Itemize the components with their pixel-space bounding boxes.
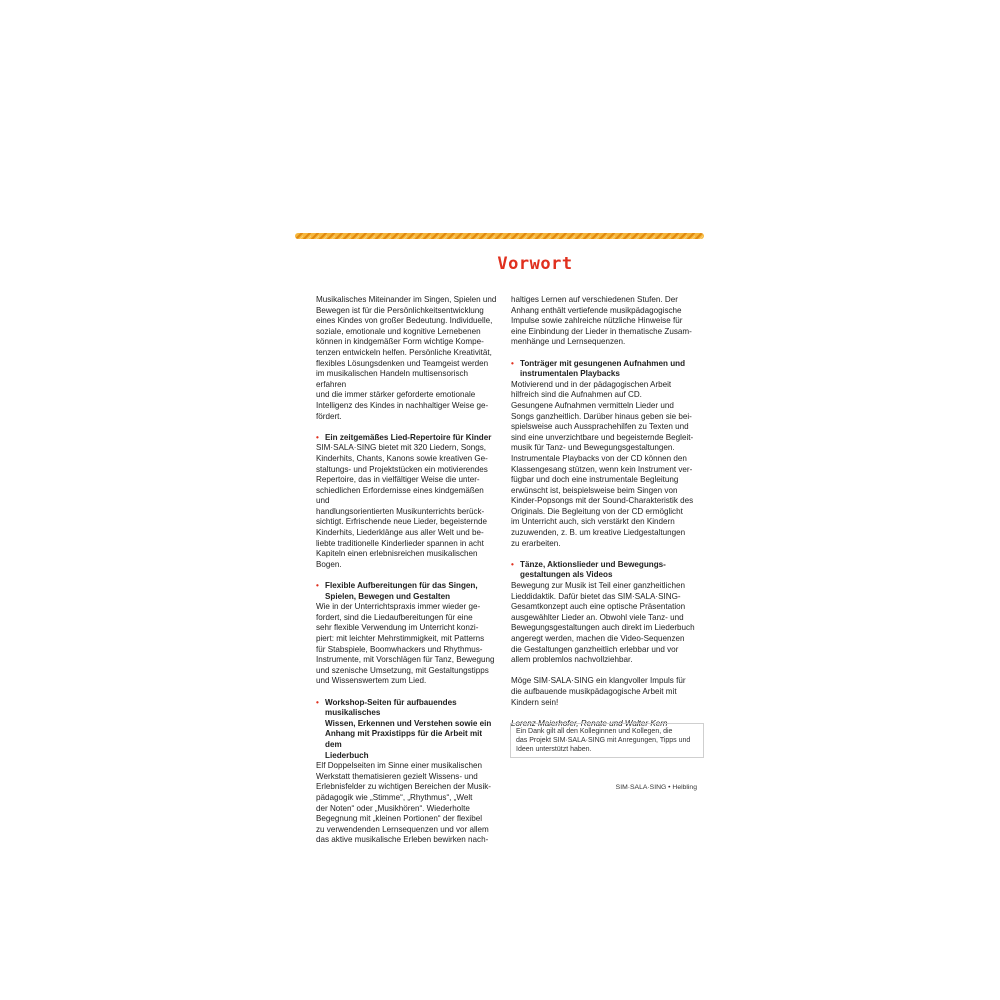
bullet-icon: • xyxy=(511,358,514,368)
bullet-icon: • xyxy=(316,697,319,707)
left-column xyxy=(316,295,498,846)
section-repertoire: • Ein zeitgemäßes Lied-Repertoire für Kinder SIM·SALA·SING bietet mit 320 Liedern, Songs, Kinderhits, Chants, Kanons sowie kreativen Ge- staltungs- und Projektstücken ein motivierendes Repertoire, das in vielfältiger Weise die unter- schiedlichen Erfordernisse eines kindgemäßen und handlungsorientierten Musikunterrichts berück- sichtigt. Erfrischende neue Lieder, begeisternde Kinderhits, Liederklänge aus aller Welt und be- liebte traditionelle Kinderlieder spannen in acht Kapiteln einen erlebnisreichen musikalischen Bogen. xyxy=(316,432,492,569)
section-workshop: • Workshop-Seiten für aufbauendes musikalisches Wissen, Erkennen und Verstehen sowie ein Anhang mit Praxistipps für die Arbeit mit dem Liederbuch Elf Doppelseiten im Sinne einer musikalischen Werkstatt thematisieren gezielt Wissens- und Erlebnisfelder zu wichtigen Bereichen der Musik- pädagogik wie „Stimme“, „Rhythmus“, „Welt der Noten“ oder „Musikhören“. Wiederholte Begegnung mit „kleinen Portionen“ der flexibel zu verwendenden Lernsequenzen und vor allem das aktive musikalische Erleben bewirken nach- xyxy=(316,698,498,846)
section-heading: Flexible Aufbereitungen für das Singen, Spielen, Bewegen und Gestalten xyxy=(325,581,478,601)
section-videos: • Tänze, Aktionslieder und Bewegungs- gestaltungen als Videos Bewegung zur Musik ist Teil einer ganzheitlichen Lieddidaktik. Dafür bietet das SIM·SALA·SING- Gesamtkonzept auch eine optische Präsentation ausgewählter Lieder an. Obwohl viele Tanz- und Bewegungsgestaltungen auch direkt im Liederbuch angeregt werden, machen die Video-Sequenzen die Gestaltungen ganzheitlich erlebbar und vor allem problemlos nachvollziehbar. xyxy=(511,559,695,665)
page-title: Vorwort xyxy=(497,254,573,274)
continuation-paragraph: haltiges Lernen auf verschiedenen Stufen. Der Anhang enthält vertiefende musikpädagogische Impulse sowie zahlreiche nützliche Hinweise für eine Einbindung der Lieder in thematische Zusam- menhänge und Lernsequenzen. xyxy=(511,295,692,347)
section-heading: Tänze, Aktionslieder und Bewegungs- gestaltungen als Videos xyxy=(520,559,666,580)
signature: Lorenz Maierhofer, Renate und Walter Kern xyxy=(511,718,668,728)
section-heading: Workshop-Seiten für aufbauendes musikalisches Wissen, Erkennen und Verstehen sowie ein Anhang mit Praxistipps für die Arbeit mit dem Liederbuch xyxy=(325,697,492,760)
section-aufbereitungen: • Flexible Aufbereitungen für das Singen, Spielen, Bewegen und Gestalten Wie in der Unterrichtspraxis immer wieder ge- fordert, sind die Liedaufbereitungen für eine sehr flexible Verwendung im Unterricht konzi- piert: mit leichter Mehrstimmigkeit, mit Patterns für Stabspiele, Boomwhackers und Rhythmus- Instrumente, mit Vorschlägen für Tanz, Bewegung und szenische Umsetzung, mit Gestaltungstipps und Wissenswertem zum Lied. xyxy=(316,581,495,686)
bullet-icon: • xyxy=(316,581,319,591)
closing-paragraph: Möge SIM·SALA·SING ein klangvoller Impuls für die aufbauende musikpädagogische Arbeit mit Kindern sein! xyxy=(511,676,686,707)
section-heading: Ein zeitgemäßes Lied-Repertoire für Kinder xyxy=(325,432,492,442)
right-column xyxy=(511,295,697,729)
section-heading: Tonträger mit gesungenen Aufnahmen und instrumentalen Playbacks xyxy=(520,358,686,379)
thanks-box: Ein Dank gilt all den Kolleginnen und Kollegen, die das Projekt SIM·SALA·SING mit Anregungen, Tipps und Ideen unterstützt haben. xyxy=(510,723,704,758)
bullet-icon: • xyxy=(316,432,319,442)
bullet-icon: • xyxy=(511,559,514,569)
intro-paragraph: Musikalisches Miteinander im Singen, Spielen und Bewegen ist für die Persönlichkeitsentwicklung eines Kindes von großer Bedeutung. Individuelle, soziale, emotionale und kognitive Lernebenen können in kindgemäßer Form wichtige Kompe- tenzen entwickeln helfen. Persönliche Kreativität, flexibles Lösungsdenken und Teamgeist werden im musikalischen Handeln multisensorisch erfahren und die immer stärker geforderte emotionale Intelligenz des Kindes in nachhaltiger Weise ge- fördert. xyxy=(316,295,497,421)
page-footer: SIM·SALA·SING • Helbling xyxy=(615,784,697,791)
section-tontraeger: • Tonträger mit gesungenen Aufnahmen und instrumentalen Playbacks Motivierend und in der pädagogischen Arbeit hilfreich sind die Aufnahmen auf CD. Gesungene Aufnahmen vermitteln Lieder und Songs ganzheitlich. Darüber hinaus geben sie bei- spielsweise auch Aussprachehilfen zu Texten und sind eine unverzichtbare und begeisternde Begleit- musik für Tanz- und Bewegungsgestaltungen. Instrumentale Playbacks von der CD können den Klassengesang stützen, wenn kein Instrument ver- fügbar und doch eine instrumentale Begleitung erwünscht ist, beispielsweise beim Singen von Kinder-Popsongs mit der Sound-Charakteristik des Originals. Die Begleitung von der CD ermöglicht im Unterricht auch, sich verstärkt den Kindern zuzuwenden, z. B. um kreative Liedgestaltungen zu erarbeiten. xyxy=(511,358,694,548)
decorative-rope-rule xyxy=(295,232,704,240)
